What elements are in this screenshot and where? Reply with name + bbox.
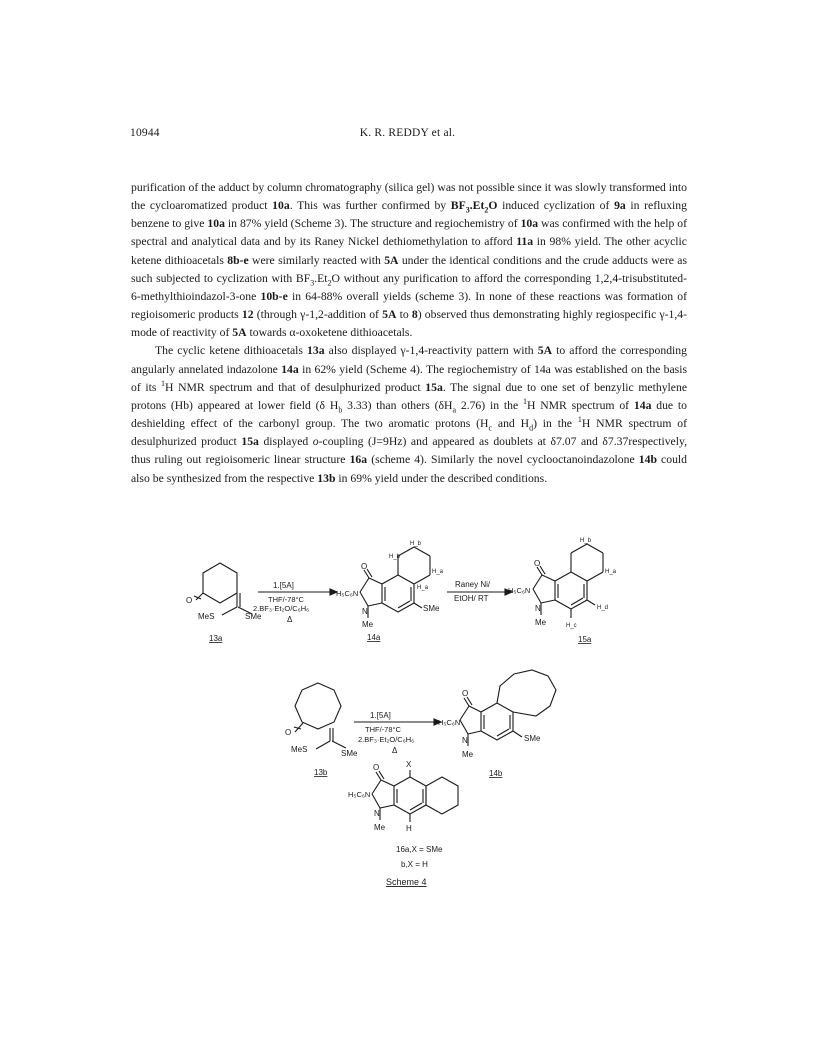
oxygen-label-16: O (373, 763, 380, 772)
compound-13a (186, 563, 262, 643)
label-14a: 14a (367, 633, 381, 642)
paragraph-1-run-12: in 87% yield (Scheme 3). The structure and regiochemistry of (224, 217, 521, 231)
hb-label-15a: H_b (580, 538, 592, 544)
paragraph-2-run-13: a (452, 405, 456, 415)
reaction-arrow-3 (354, 711, 441, 755)
compound-14b (438, 670, 556, 778)
paragraph-2-run-7: 1 (161, 378, 166, 388)
paragraph-2-run-19: c (488, 423, 493, 433)
paragraph-1-run-6: 2 (484, 205, 489, 215)
paragraph-1-run-18: were similarly reacted with (248, 253, 385, 267)
paragraph-1-run-15: 11a (516, 235, 534, 249)
paragraph-1-run-27: 12 (241, 308, 254, 322)
paragraph-1-run-20: under the identical conditions and the crude adducts were as such subjected to cyclization with BF (131, 253, 687, 285)
arrow1-conditions-2: 2.BF₃·Et₂O/C₆H₆ (253, 604, 310, 613)
paragraph-2-run-9: 15a (425, 380, 443, 394)
label-16b: b,X = H (401, 860, 428, 869)
paragraph-1-run-24: O without any purification to afford the corresponding 1,2,4-trisubstituted-6-methylthioindazol-3-one (131, 271, 687, 303)
arrow3-delta: Δ (392, 746, 398, 755)
oxygen-label-14a: O (361, 562, 368, 571)
paragraph-2-run-8: H NMR spectrum and that of desulphurized product (165, 380, 426, 394)
ha-label-14a: H_a (432, 569, 444, 575)
paragraph-2-run-26: displayed (258, 435, 313, 449)
sme-label-14b: SMe (524, 734, 541, 743)
paragraph-1-run-14: was confirmed with the help of spectral and analytical data and by its Raney Nickel dethiomethylation to afford (131, 217, 688, 249)
paragraph-1-run-2: . This was further confirmed by (289, 199, 451, 213)
paragraph-2-run-10: . The signal due to one set of benzylic methylene protons (Hb) appeared at lower field (δ H (131, 380, 688, 412)
oxygen-label-14b: O (462, 689, 469, 698)
label-14b: 14b (489, 769, 503, 778)
paragraph-2-run-4: to afford the corresponding angularly annelated indazolone (131, 344, 687, 376)
paragraph-2-run-3: 5A (537, 344, 553, 358)
paragraph-1-run-31: 8 (411, 308, 418, 322)
n-label-14a: N (362, 607, 368, 616)
paragraph-2-run-28: -coupling (J=9Hz) and appeared as doublets at δ7.07 and δ7.37respectively, thus ruling out regioisomeric linear structure (131, 435, 687, 467)
me-label-15a: Me (535, 618, 547, 627)
paragraph-1-run-30: to (396, 308, 412, 322)
paragraph-1-run-22: .Et (314, 271, 328, 285)
compound-15a (508, 538, 617, 644)
arrow1-reagent-1: 1.[5A] (273, 581, 294, 590)
paragraph-2-run-31: 14b (638, 453, 657, 467)
paragraph-1-run-33: 5A (232, 326, 247, 340)
paragraph-2-run-25: 15a (241, 435, 259, 449)
paragraph-2-run-27: o (312, 435, 319, 449)
paragraph-2-run-2: also displayed γ-1,4-reactivity pattern with (324, 344, 538, 358)
me-label-16: Me (374, 823, 386, 832)
paragraph-1-run-3: BF (450, 199, 466, 213)
label-13b: 13b (314, 768, 328, 777)
paragraph-2-run-17: 14a (633, 398, 652, 412)
arrow3-reagent: 1.[5A] (370, 711, 391, 720)
paragraph-1-run-1: 10a (272, 199, 290, 213)
paragraph-1-run-21: 3 (310, 278, 315, 288)
paragraph-1-run-32: ) observed thus demonstrating highly regiospecific γ-1,4-mode of reactivity of (131, 308, 687, 340)
paragraph-1-run-0: purification of the adduct by column chromatography (silica gel) was not possible since it was slowly transformed into the cycloaromatized product (131, 181, 687, 213)
arrow1-delta: Δ (287, 615, 293, 624)
oxygen-label-13a: O (186, 596, 193, 605)
paragraph-1-run-13: 10a (520, 217, 539, 231)
ha2-label-14a: H_a (417, 585, 429, 591)
paragraph-1-run-5: .Et (469, 199, 485, 213)
hc-label-15a: H_c (566, 623, 577, 629)
arrow3-conditions-2: 2.BF₃·Et₂O/C₆H₆ (358, 735, 415, 744)
paragraph-1-run-11: 10a (207, 217, 225, 231)
scheme-caption: Scheme 4 (386, 877, 427, 887)
arrow2-conditions: EtOH/ RT (454, 594, 489, 603)
paragraph-1-run-16: in 98% yield. The other acyclic ketene dithioacetals (131, 235, 687, 267)
phenyl-label-14a: H₅C₆N (336, 589, 359, 598)
phenyl-label-14b: H₅C₆N (438, 718, 461, 727)
paragraph-1-run-10: in refluxing benzene to give (131, 199, 687, 231)
paragraph-1-run-19: 5A (384, 253, 399, 267)
mes-label-13a: MeS (198, 612, 215, 621)
sme-label-13a: SMe (245, 612, 262, 621)
paragraph-2-run-0: The cyclic ketene dithioacetals (155, 344, 308, 358)
oxygen-label-15a: O (534, 559, 541, 568)
x-label-16: X (406, 760, 412, 769)
paragraph-1-run-7: O (488, 199, 498, 213)
paragraph-2-run-11: b (338, 405, 343, 415)
paragraph-2-run-29: 16a (349, 453, 368, 467)
n-label-14b: N (462, 736, 468, 745)
label-15a: 15a (578, 635, 592, 644)
paragraph-1-run-29: 5A (382, 308, 397, 322)
label-13a: 13a (209, 634, 223, 643)
arrow1-conditions-1: THF/-78°C (268, 595, 304, 604)
ha-label-15a: H_a (605, 569, 617, 575)
compound-13b (285, 683, 358, 777)
paragraph-2-run-12: 3.33) than others (δH (342, 398, 453, 412)
paragraph-2-run-24: H NMR spectrum of desulphurized product (131, 417, 687, 449)
compound-14a (336, 541, 444, 642)
paragraph-1-run-23: 2 (327, 278, 332, 288)
n-label-16: N (374, 809, 380, 818)
reaction-arrow-2 (447, 580, 512, 603)
me-label-14a: Me (362, 620, 374, 629)
paragraph-2-run-34: in 69% yield under the described conditions. (335, 471, 548, 485)
paragraph-2-run-30: (scheme 4). Similarly the novel cyclooctanoindazolone (367, 453, 639, 467)
sme-label-14a: SMe (423, 604, 440, 613)
paragraph-2-run-15: 1 (522, 396, 527, 406)
paragraph-1-run-4: 3 (465, 205, 470, 215)
me-label-14b: Me (462, 750, 474, 759)
paragraph-1-run-34: towards α-oxoketene dithioacetals. (246, 326, 413, 340)
h-label-16: H (406, 824, 412, 833)
paragraph-2-run-16: H NMR spectrum of (526, 398, 634, 412)
running-head: K. R. REDDY et al. (359, 127, 456, 139)
paragraph-2-run-22: ) in the (533, 417, 578, 431)
paragraph-1-run-8: induced cyclization of (497, 199, 615, 213)
arrow2-reagent: Raney Ni/ (455, 580, 491, 589)
paragraph-2-run-20: and H (492, 417, 530, 431)
paragraph-2-run-23: 1 (577, 415, 582, 425)
paragraph-1-run-9: 9a (614, 199, 626, 213)
paragraph-2-run-14: 2.76) in the (456, 398, 523, 412)
page-number: 10944 (130, 127, 160, 139)
label-16a: 16a,X = SMe (396, 845, 443, 854)
sme-label-13b: SMe (341, 749, 358, 758)
paragraph-2-run-33: 13b (317, 471, 336, 485)
mes-label-13b: MeS (291, 745, 308, 754)
paragraph-2-run-32: could also be synthesized from the respective (131, 453, 687, 485)
hb-label-14a: H_b (410, 541, 422, 547)
arrow3-conditions-1: THF/-78°C (365, 725, 401, 734)
hd-label-15a: H_d (597, 605, 609, 611)
paragraph-2-run-6: in 62% yield (Scheme 4). The regiochemistry of 14a was established on the basis of its (131, 362, 687, 394)
oxygen-label-13b: O (285, 728, 292, 737)
paragraph-2-run-5: 14a (281, 362, 299, 376)
phenyl-label-16: H₅C₆N (348, 790, 371, 799)
paragraph-1-run-17: 8b-e (227, 253, 249, 267)
reaction-arrow-1 (253, 581, 337, 624)
paragraph-2-run-21: d (529, 423, 534, 433)
paragraph-1-run-28: (through γ-1,2-addition of (253, 308, 383, 322)
paragraph-1-run-25: 10b-e (260, 289, 288, 303)
hb2-label-14a: H_b (389, 554, 401, 560)
phenyl-label-15a: H₅C₆N (508, 586, 531, 595)
compound-16 (348, 760, 458, 887)
paragraph-2-run-18: due to deshielding effect of the carbonyl group. The two aromatic protons (H (131, 398, 687, 431)
paragraph-1-run-26: in 64-88% overall yields (scheme 3). In none of these reactions was formation of regioisomeric products (131, 289, 687, 322)
n-label-15a: N (535, 604, 541, 613)
paragraph-2-run-1: 13a (307, 344, 325, 358)
